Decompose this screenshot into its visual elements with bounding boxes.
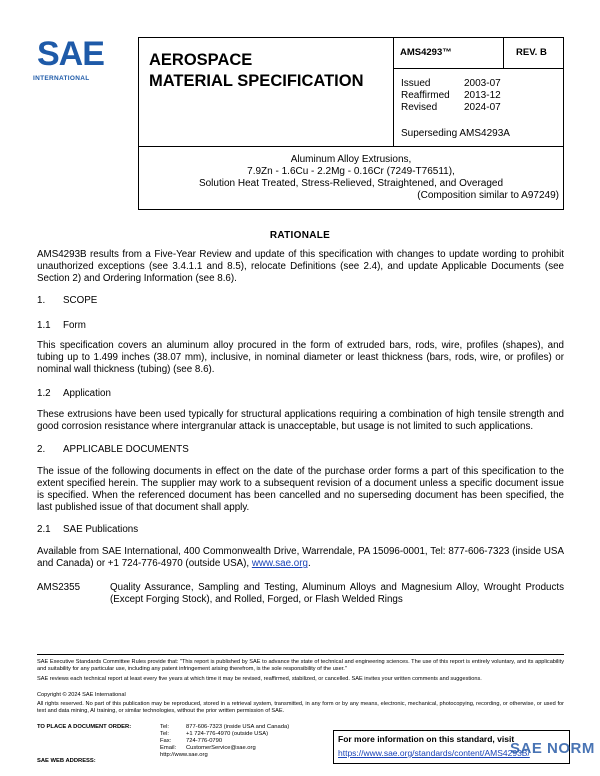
section-1-1-heading: 1.1 Form [37,320,86,331]
header-title [149,50,364,92]
date-revised: Revised 2024-07 [401,102,501,113]
logo-subtext: INTERNATIONAL [33,75,90,82]
date-reaffirmed: Reaffirmed 2013-12 [401,90,501,101]
watermark [500,740,600,776]
more-info-link[interactable]: https://www.sae.org/standards/content/AMS4293B/ [338,748,530,758]
section-1-1-text: This specification covers an aluminum alloy procured in the form of extruded bars, rods, wire, profiles (shapes), and tubing up to 1.499 inches (38.07 mm), inclusive, in nominal diameter or least thickness (bars, rods, wire, or profiles) or nominal wall thickness (tubing) (see 8.6). [37,340,564,375]
title-line1: Aluminum Alloy Extrusions, [290,154,412,165]
sae-logo [33,35,123,85]
doc-number: AMS4293™ [400,47,452,58]
section-1-2-text: These extrusions have been used typically for structural applications requiring a combination of high tensile strength and good corrosion resistance where intergranular attack is unacceptable, but usage is not limited to such applications. [37,409,564,432]
superseding: Superseding AMS4293A [401,128,510,139]
revision-cell [504,38,563,69]
web-label: SAE WEB ADDRESS: [37,758,96,764]
header-title-line2: MATERIAL SPECIFICATION [149,72,364,90]
footer-review-text: SAE reviews each technical report at least every five years at which time it may be revised, reaffirmed, stabilized, or cancelled. SAE invites your written comments and suggestions. [37,676,482,682]
rationale-text: AMS4293B results from a Five-Year Review and update of this specification with changes to update wording to prohibit unauthorized exceptions (see 3.4.1.1 and 8.5), relocate Definitions (see 2.4), and update Applicable Documents (see Section 2) and Ordering Information (see 8.6). [37,249,564,284]
footer-divider [37,654,564,655]
more-info-text: For more information on this standard, visit [338,734,515,744]
title-line4: (Composition similar to A97249) [417,190,559,201]
header-title-line1: AEROSPACE [149,51,253,69]
contact-email: Email: CustomerService@sae.org [160,745,256,751]
section-2-1-text: Available from SAE International, 400 Commonwealth Drive, Warrendale, PA 15096-0001, Tel: 877-606-7323 (inside USA and Canada) or +1 724-776-4970 (outside USA), www.sae.org. [37,546,564,569]
ams2355-text: Quality Assurance, Sampling and Testing, Aluminum Alloys and Magnesium Alloy, Wrought Products (Except Forging Stock), and Rolled, Forged, or Flash Welded Rings [110,582,564,605]
title-line3: Solution Heat Treated, Stress-Relieved, Straightened, and Overaged [198,178,504,189]
title-block [138,145,564,210]
title-line2: 7.9Zn - 1.6Cu - 2.2Mg - 0.16Cr (7249-T76511), [247,166,455,177]
rationale-heading: RATIONALE [269,230,331,241]
section-2-heading: 2. APPLICABLE DOCUMENTS [37,444,189,455]
contact-tel-usa: Tel: 877-606-7323 (inside USA and Canada) [160,724,290,730]
section-2-text: The issue of the following documents in effect on the date of the purchase order forms a part of this specification to the extent specified herein. The supplier may work to a subsequent revision of a document unless a specific document issue is specified. When the referenced document has been cancelled and no superseding document has been specified, the last published issue of that document shall apply. [37,466,564,513]
order-label: TO PLACE A DOCUMENT ORDER: [37,724,132,730]
contact-list [160,724,289,759]
watermark-text: SAE NORM [510,740,595,757]
footer-copyright: Copyright © 2024 SAE International [37,692,126,698]
contact-fax: Fax: 724-776-0790 [160,738,223,744]
section-2-1-heading: 2.1 SAE Publications [37,524,139,535]
footer-rules-text: SAE Executive Standards Committee Rules provide that: "This report is published by SAE to advance the state of technical and engineering sciences. The use of this report is entirely voluntary, and its applicability and suitability for any particular use, including any patent infringement arising therefrom, is the sole responsibility of the user." [37,659,564,672]
revision: REV. B [516,47,547,58]
sae-website-link[interactable]: www.sae.org [251,558,308,569]
contact-web: http://www.sae.org [160,752,208,758]
logo-text: SAE [37,35,104,73]
contact-tel-intl: Tel: +1 724-776-4970 (outside USA) [160,731,269,737]
header-title-cell [139,38,394,146]
footer-rights-text: All rights reserved. No part of this publication may be reproduced, stored in a retrieval system, transmitted, in any form or by any means, electronic, mechanical, photocopying, recording, or otherwise, or used for text and data mining, AI training, or similar technologies, without the prior written permission of SAE. [37,701,564,714]
date-issued: Issued 2003-07 [401,78,501,89]
header-box [138,37,564,147]
date-list [401,78,501,114]
ams2355-code: AMS2355 [37,582,81,593]
doc-number-cell [394,38,504,69]
section-1-2-heading: 1.2 Application [37,388,111,399]
section-1-heading: 1. SCOPE [37,295,98,306]
